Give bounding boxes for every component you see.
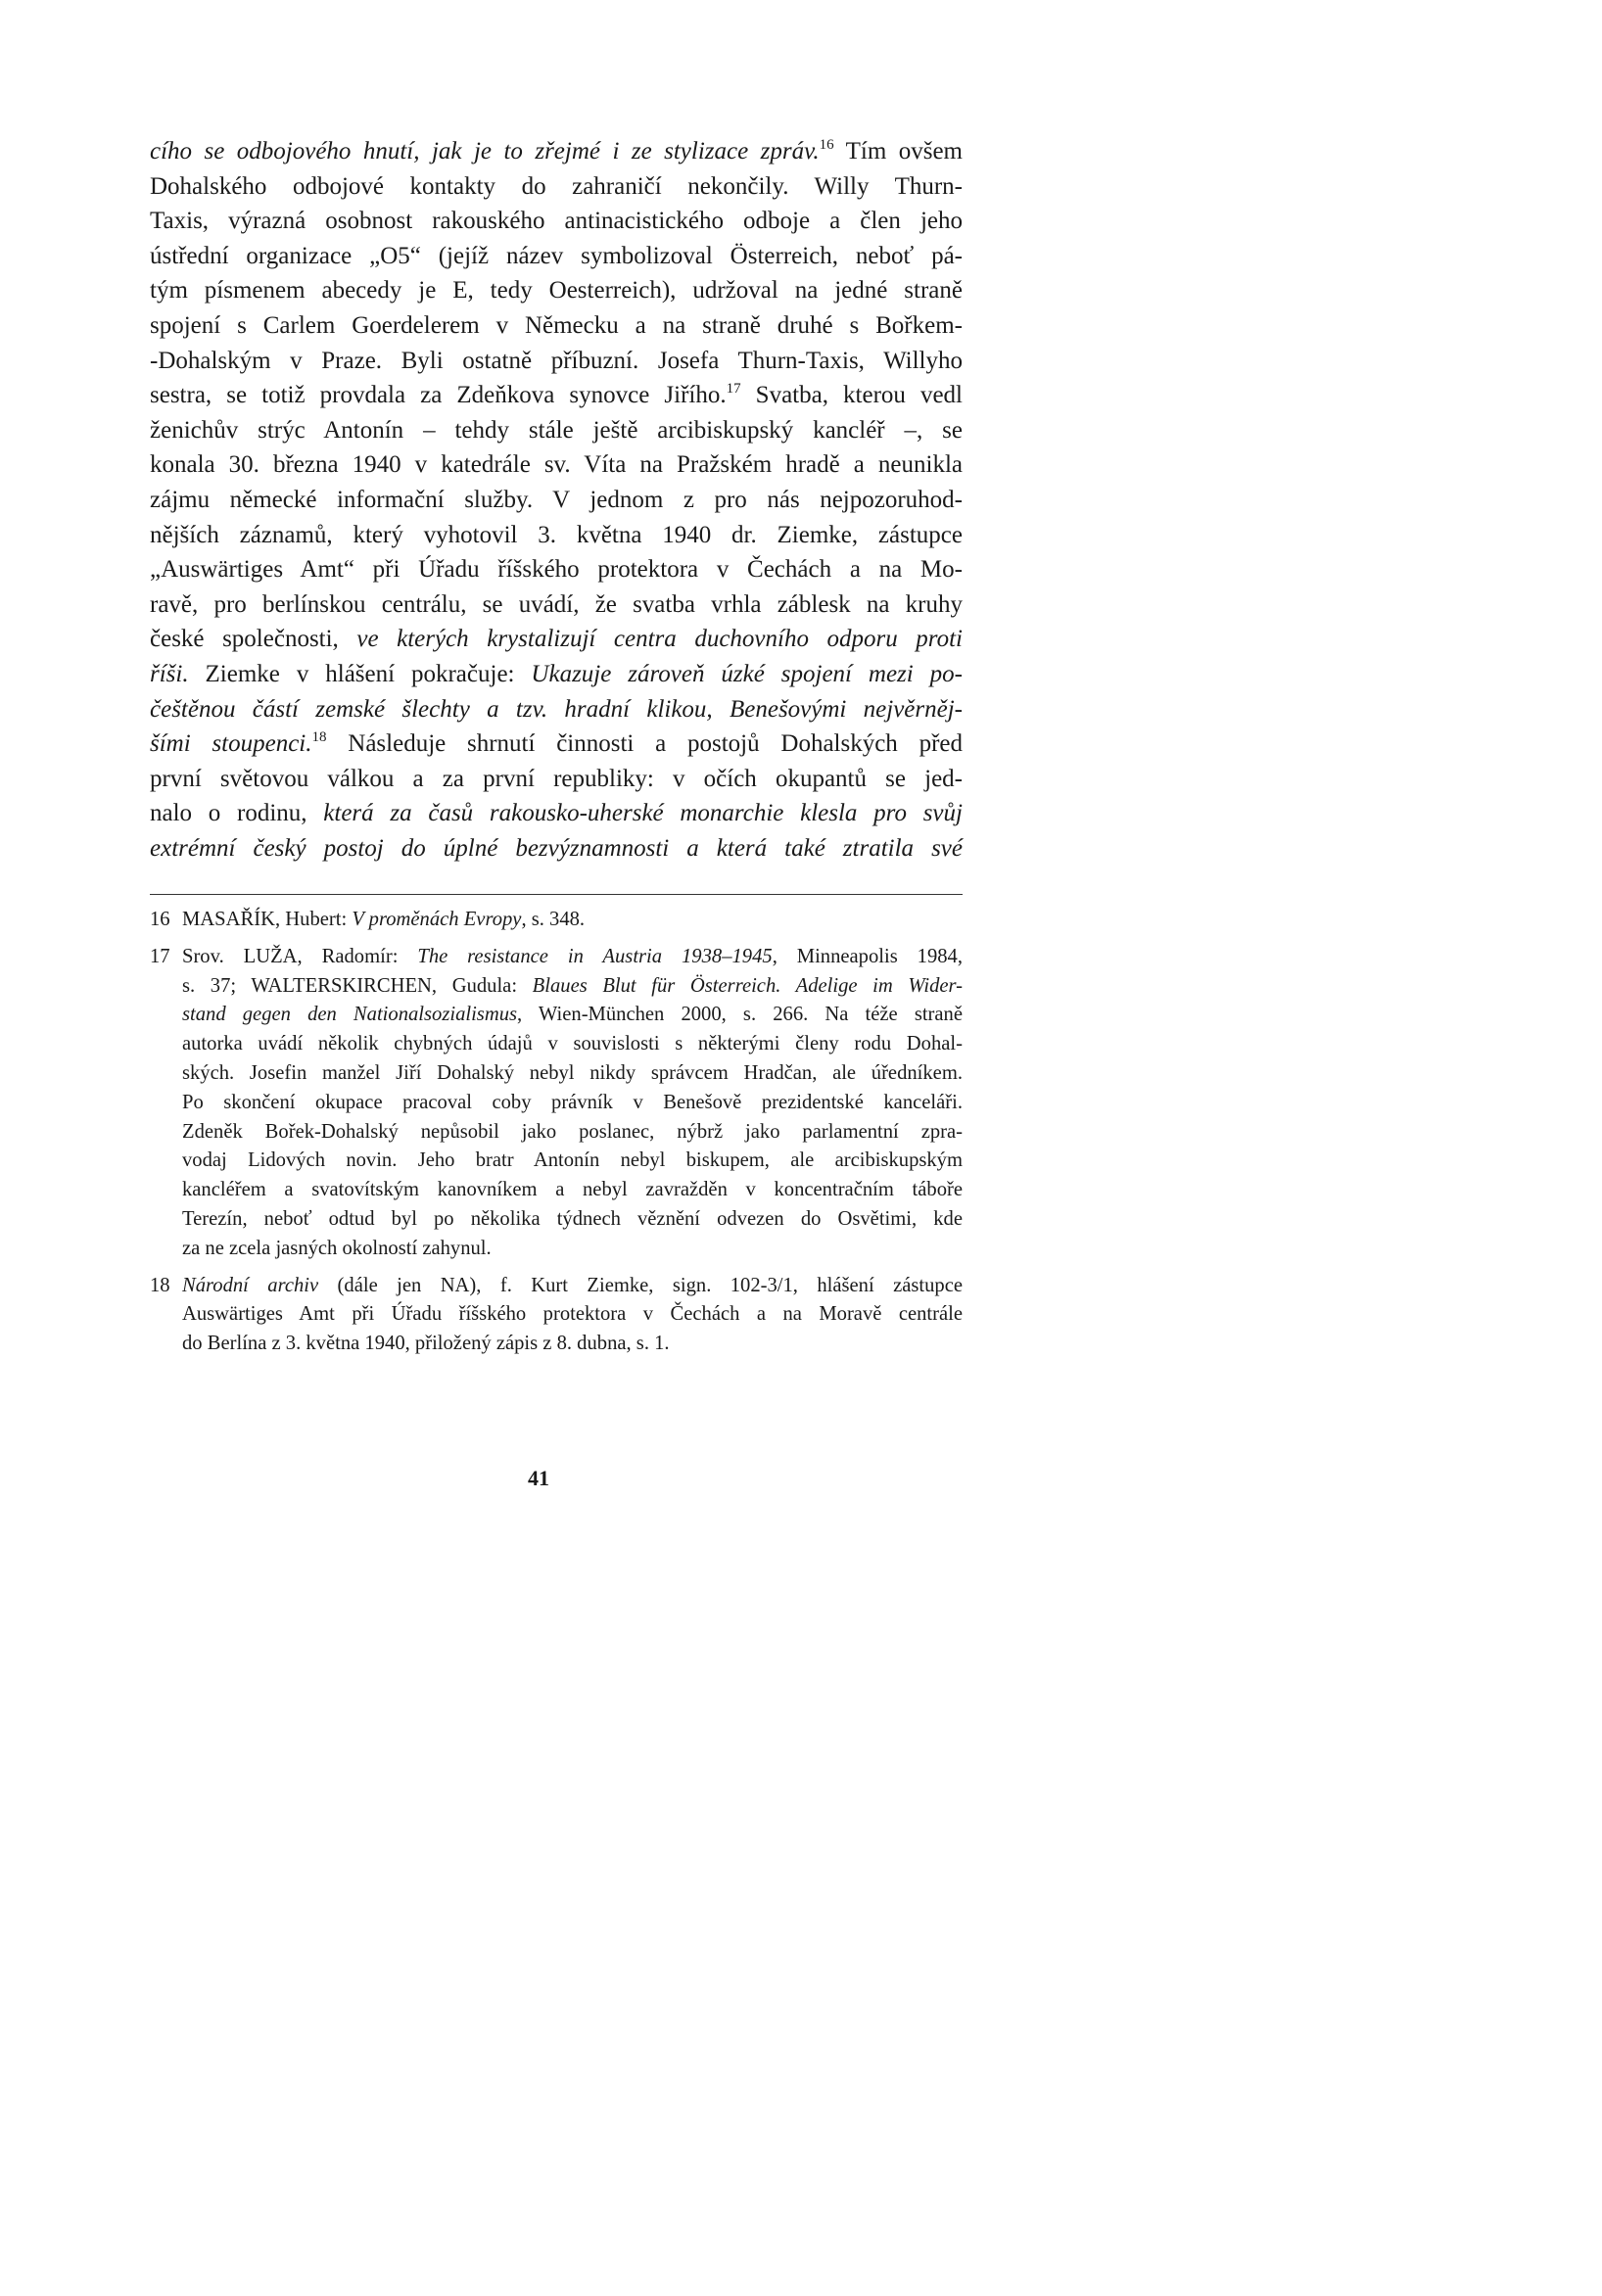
footnote-separator xyxy=(150,894,963,895)
footnote-reference: 18 xyxy=(311,729,327,746)
text-line xyxy=(182,1205,963,1235)
footnote-reference: 17 xyxy=(726,381,741,398)
text-line xyxy=(182,1300,963,1330)
italic-text: cího se odbojového hnutí, jak je to zřejmé i ze stylizace zpráv. xyxy=(150,138,820,164)
text-line xyxy=(150,796,963,831)
text-line xyxy=(150,273,963,308)
text-segment: Po skončení okupace pracoval coby právník v Benešově prezidentské kanceláři. xyxy=(182,1091,963,1113)
text-line xyxy=(150,726,963,762)
text-line xyxy=(182,1235,963,1264)
italic-text: češtěnou částí zemské šlechty a tzv. hradní klikou, Benešovými nejvěrněj- xyxy=(150,695,963,723)
main-text xyxy=(150,134,963,866)
text-line xyxy=(182,972,963,1002)
italic-text: Blaues Blut für Österreich. Adelige im Wider- xyxy=(532,974,963,997)
italic-text: Ukazuje zároveň úzké spojení mezi po- xyxy=(531,660,963,687)
text-line xyxy=(150,692,963,727)
text-segment: ženichův strýc Antonín – tehdy stále ještě arcibiskupský kancléř –, se xyxy=(150,416,963,444)
text-line xyxy=(182,1030,963,1059)
text-line xyxy=(150,622,963,657)
page-number: 41 xyxy=(528,1466,549,1490)
text-segment: zájmu německé informační služby. V jednom z pro nás nejpozoruhod- xyxy=(150,486,963,513)
text-segment: ských. Josefin manžel Jiří Dohalský nebyl nikdy správcem Hradčan, ale úředníkem. xyxy=(182,1061,963,1084)
text-line xyxy=(150,831,963,867)
italic-text: šími stoupenci. xyxy=(150,730,312,758)
text-line xyxy=(150,657,963,692)
text-line xyxy=(182,1330,963,1359)
text-line xyxy=(150,552,963,587)
text-segment: s. 37; WALTERSKIRCHEN, Gudula: xyxy=(182,974,533,997)
italic-text: Národní archiv xyxy=(182,1274,319,1296)
text-segment: Zdeněk Bořek-Dohalský nepůsobil jako poslanec, nýbrž jako parlamentní zpra- xyxy=(182,1120,963,1143)
text-segment: Následuje shrnutí činnosti a postojů Dohalských před xyxy=(326,730,963,758)
text-segment: konala 30. března 1940 v katedrále sv. Víta na Pražském hradě a neunikla xyxy=(150,451,963,479)
text-segment: tým písmenem abecedy je E, tedy Oesterreich), udržoval na jedné straně xyxy=(150,277,963,305)
italic-text: stand gegen den Nationalsozialismus xyxy=(182,1004,518,1026)
text-segment: ústřední organizace „O5“ (jejíž název symbolizoval Österreich, neboť pá- xyxy=(150,242,963,269)
text-segment: vodaj Lidových novin. Jeho bratr Antonín nebyl biskupem, ale arcibiskupským xyxy=(182,1149,963,1172)
footnote xyxy=(150,906,963,935)
footnote-number: 16 xyxy=(150,909,170,930)
text-line xyxy=(182,1272,963,1301)
text-line xyxy=(150,134,963,169)
text-line xyxy=(182,943,963,972)
text-segment: -Dohalským v Praze. Byli ostatně příbuzní. Josefa Thurn-Taxis, Willyho xyxy=(150,347,963,374)
text-line xyxy=(182,1118,963,1148)
text-line xyxy=(150,308,963,344)
footnote-reference: 16 xyxy=(819,136,834,153)
text-line xyxy=(182,1001,963,1030)
book-page xyxy=(0,0,1077,1537)
text-segment: (dále jen NA), f. Kurt Ziemke, sign. 102-3/1, hlášení zástupce xyxy=(318,1274,963,1296)
text-segment: Svatba, kterou vedl xyxy=(740,382,963,409)
footnote-number: 17 xyxy=(150,945,170,967)
italic-text: která za časů rakousko-uherské monarchie klesla pro svůj xyxy=(323,800,963,827)
text-line xyxy=(150,483,963,518)
text-segment: spojení s Carlem Goerdelerem v Německu a na straně druhé s Bořkem- xyxy=(150,311,963,339)
text-segment: Auswärtiges Amt při Úřadu říšského protektora v Čechách a na Moravě centrále xyxy=(182,1303,963,1326)
text-segment: MASAŘÍK, Hubert: xyxy=(182,909,353,930)
footnotes xyxy=(150,906,963,1367)
text-segment: Srov. LUŽA, Radomír: xyxy=(182,945,418,967)
text-line xyxy=(182,1147,963,1176)
text-line xyxy=(150,378,963,413)
text-line xyxy=(182,1089,963,1118)
text-line xyxy=(150,447,963,483)
text-line xyxy=(150,344,963,379)
text-line xyxy=(182,906,963,935)
text-segment: , s. 348. xyxy=(521,909,586,930)
footnote-number: 18 xyxy=(150,1274,170,1296)
text-segment: Taxis, výrazná osobnost rakouského antinacistického odboje a člen jeho xyxy=(150,208,963,235)
text-line xyxy=(150,204,963,239)
text-segment: kancléřem a svatovítským kanovníkem a nebyl zavražděn v koncentračním táboře xyxy=(182,1179,963,1201)
text-segment: první světovou válkou a za první republiky: v očích okupantů se jed- xyxy=(150,765,963,792)
text-segment: autorka uvádí několik chybných údajů v souvislosti s některými členy rodu Dohal- xyxy=(182,1033,963,1055)
text-line xyxy=(150,518,963,553)
text-line xyxy=(150,169,963,205)
text-segment: Tím ovšem xyxy=(833,138,963,164)
text-line xyxy=(182,1176,963,1205)
text-line xyxy=(182,1059,963,1089)
footnote xyxy=(150,1272,963,1359)
text-line xyxy=(150,587,963,623)
italic-text: The resistance in Austria 1938–1945 xyxy=(417,945,773,967)
italic-text: extrémní český postoj do úplné bezvýznamnosti a která také ztratila své xyxy=(150,834,963,862)
italic-text: říši. xyxy=(150,660,189,687)
italic-text: V proměnách Evropy xyxy=(352,909,522,930)
text-line xyxy=(150,413,963,448)
text-segment: , Wien-München 2000, s. 266. Na téže straně xyxy=(517,1004,963,1026)
text-segment: sestra, se totiž provdala za Zdeňkova synovce Jiřího. xyxy=(150,382,727,409)
text-segment: za ne zcela jasných okolností zahynul. xyxy=(182,1237,492,1259)
text-segment: Dohalského odbojové kontakty do zahraničí nekončily. Willy Thurn- xyxy=(150,172,963,200)
text-segment: Ziemke v hlášení pokračuje: xyxy=(188,660,532,687)
text-line xyxy=(150,762,963,797)
footnote xyxy=(150,943,963,1264)
text-segment: nějších záznamů, který vyhotovil 3. května 1940 dr. Ziemke, zástupce xyxy=(150,521,963,548)
text-segment: ravě, pro berlínskou centrálu, se uvádí, že svatba vrhla záblesk na kruhy xyxy=(150,590,963,618)
text-segment: české společnosti, xyxy=(150,626,357,653)
text-segment: nalo o rodinu, xyxy=(150,800,324,827)
text-line xyxy=(150,239,963,274)
text-segment: , Minneapolis 1984, xyxy=(772,945,963,967)
text-segment: „Auswärtiges Amt“ při Úřadu říšského protektora v Čechách a na Mo- xyxy=(150,556,963,584)
text-segment: Terezín, neboť odtud byl po několika týdnech věznění odvezen do Osvětimi, kde xyxy=(182,1207,963,1230)
text-segment: do Berlína z 3. května 1940, přiložený zápis z 8. dubna, s. 1. xyxy=(182,1333,670,1355)
italic-text: ve kterých krystalizují centra duchovního odporu proti xyxy=(356,626,963,653)
